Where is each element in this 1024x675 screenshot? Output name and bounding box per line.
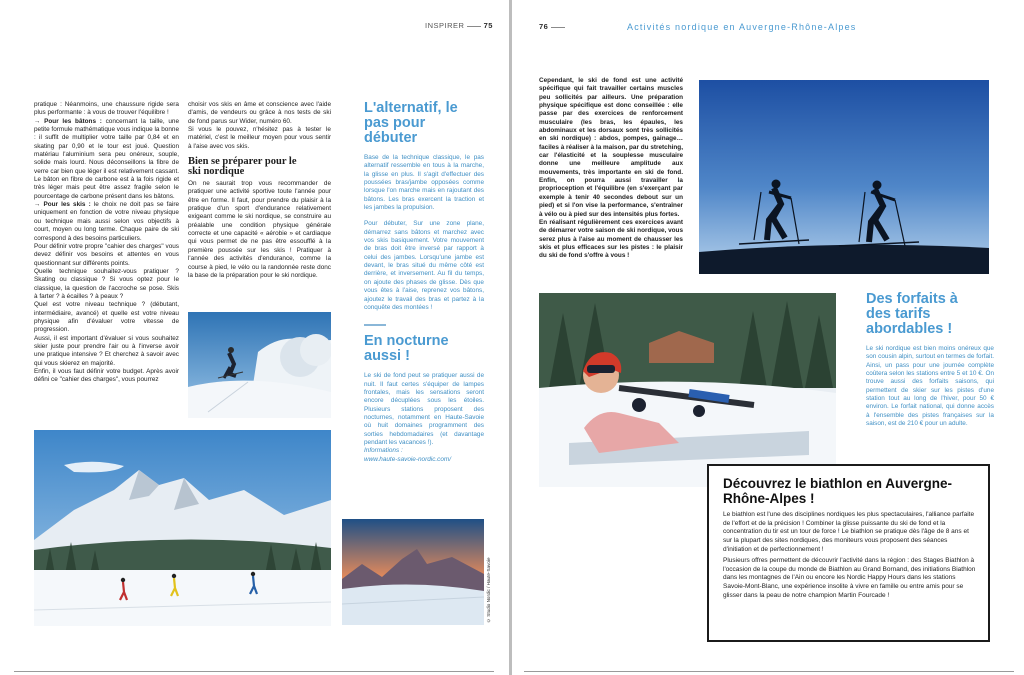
batons-lead: → Pour les bâtons : xyxy=(34,117,102,125)
col1-paragraph: Enfin, il vous faut définir votre budget. Après avoir défini ce "cahier des charges", vous pourrez xyxy=(34,368,179,384)
prep-paragraph: En réalisant régulièrement ces exercices avant de démarrer votre saison de ski nordique, vous serez plus à l'aise au moment de chausser les skis et plus efficaces sur les pistes : le plaisir du ski de fond s'offre à vous ! xyxy=(539,218,683,260)
alternatif-paragraph: Base de la technique classique, le pas alternatif ressemble en tous à la marche, la glisse en plus. Il s'agit d'effectuer des poussées bras/jambe opposées comme lorsque l'on marche mais en rajoutant des bâtons. Les bras exercent la traction et les jambes la propulsion. xyxy=(364,154,484,212)
col1-paragraph-batons xyxy=(34,118,179,201)
section-label: INSPIRER xyxy=(425,21,465,30)
left-page xyxy=(0,0,509,675)
folio-divider xyxy=(467,26,481,27)
forfaits-heading: Des forfaits à des tarifs abordables ! xyxy=(866,291,958,337)
photo-sunset-mountain xyxy=(342,519,484,625)
nocturne-paragraph: Le ski de fond peut se pratiquer aussi de nuit. Il faut certes s'équiper de lampes frontales, mais les sensations seront encore décuplées sous les étoiles. Plusieurs stations proposent des nocturnes, notamment en Haute-Savoie où huit domaines programment des sorties hebdomadaires (et davantage pendant les vacances !). xyxy=(364,372,484,446)
col1-paragraph: pratique : Néanmoins, une chaussure rigide sera plus performante : à vous de trouver l'équilibre ! xyxy=(34,101,179,117)
nocturne-heading: En nocturne aussi ! xyxy=(364,333,449,365)
biathlon-box xyxy=(707,464,990,642)
info-url-link[interactable]: www.haute-savoie-nordic.com/ xyxy=(364,455,452,463)
left-folio xyxy=(425,21,493,30)
alternatif-paragraph: Pour débuter, Sur une zone plane, démarrez sans bâtons et marchez avec vos skis basiquement. Votre mouvement de bras doit être inversé par rapport à celui des jambes. Lorsqu'une jambe est devant, le bras situé du même côté est derrière, et inversement. Au fil du temps, on ajoute des phases de glisse. Dès que vous êtes à l'aise, reprenez vos bâtons, ajoutez le travail des bras et partez à la conquête des montées ! xyxy=(364,220,484,311)
prep-heading: Bien se préparer pour le ski nordique xyxy=(188,156,297,178)
alternatif-heading: L'alternatif, le pas pour débuter xyxy=(364,100,458,146)
batons-text: concernant la taille, une petite formule mathématique vous indique la bonne : il suffit de multiplier votre taille par 0,84 et en skating par 0,90 et le tour est joué. Question matériau l'aluminium sera peu onéreux, souple, solide mais lourd. Nous déconseillons la fibre de verre car bien que léger il est relativement cassant. Le bâton en fibre de carbone est à la fois rigide et très léger mais peut être assez fragile selon le pourcentage de carbone présent dans les bâtons. xyxy=(34,117,180,200)
right-folio xyxy=(539,22,1009,31)
forfaits-paragraph: Le ski nordique est bien moins onéreux que son cousin alpin, surtout en termes de forfait. Ainsi, un pass pour une journée complète coûtera selon les stations entre 5 et 10 €. On trouve aussi des forfaits saisons, qui permettent de skier sur les pistes d'une station tout au long de l'hiver, pour 50 € environ. Le forfait national, qui donne accès à l'ensemble des pistes françaises sur la saison, est de 210 € pour un adulte. xyxy=(866,345,994,428)
right-page xyxy=(512,0,1024,675)
col2-paragraph: Si vous le pouvez, n'hésitez pas à tester le matériel, c'est le meilleur moyen pour vous sentir à l'aise avec vos skis. xyxy=(188,126,331,150)
col1-paragraph: Quelle technique souhaitez-vous pratiquer ? Skating ou classique ? Si vous optez pour le classique, la question de l'accroche se pose. Skis à farter ? à écailles ? à peaux ? xyxy=(34,267,179,300)
col1-paragraph: Pour définir votre propre "cahier des charges" vous devez définir vos besoins et attentes en vous questionnant sur différents points. xyxy=(34,242,179,267)
left-column-3 xyxy=(364,101,484,464)
photo-biathlon-shooter xyxy=(539,293,836,487)
left-bottom-rule xyxy=(14,671,494,672)
photo-skier-forest xyxy=(188,312,331,418)
skis-lead: → Pour les skis : xyxy=(34,201,91,209)
prep-column xyxy=(539,77,683,261)
forfaits-section xyxy=(866,292,996,428)
photo-credit: © Studio Nordic / Haute-Savoie xyxy=(486,557,491,623)
left-page-number: 75 xyxy=(483,21,493,30)
folio-divider xyxy=(551,27,565,28)
left-column-1 xyxy=(34,101,179,385)
col1-paragraph: Quel est votre niveau technique ? (débutant, intermédiaire, avancé) et quelle est votre niveau physique afin d'évaluer votre vitesse de progression. xyxy=(34,301,179,334)
biathlon-title: Découvrez le biathlon en Auvergne-Rhône-Alpes ! xyxy=(723,476,953,506)
col1-paragraph: Aussi, il est important d'évaluer si vous souhaitez skier juste pour prendre l'air ou à l'inverse avoir une pratique intensive ? Et cherchez à savoir avec qui vous skierez en majorité. xyxy=(34,334,179,367)
biathlon-paragraph: Plusieurs offres permettent de découvrir l'activité dans la région : des Stages Biathlon à l'occasion de la coupe du monde de Biathlon au Grand Bornand, des initiations Biathlon dans les montagnes de l'Ain ou encore les Nordic Happy Hours dans les stations Savoie-Mont-Blanc, une expérience insolite à vivre en famille ou entre amis pour se glisser dans la peau de notre champion Martin Fourcade ! xyxy=(723,557,976,599)
biathlon-paragraph: Le biathlon est l'une des disciplines nordiques les plus spectaculaires, l'alliance parfaite de l'effort et de la précision ! Combiner la glisse puissante du ski de fond et la concentration du tir est un tour de force ! Le biathlon se pratique dès l'âge de 8 ans et sur la plupart des sites nordiques, des moniteurs vous proposent des séances d'initiation et de perfectionnement ! xyxy=(723,511,975,553)
col2-paragraph: On ne saurait trop vous recommander de pratiquer une activité sportive toute l'année pour être en forme. Il faut, pour prendre du plaisir à la pratique d'un sport d'endurance relativement exigeant comme le ski nordique, se construire au préalable une condition physique générale correcte et une capacité « aérobie » et cardiaque qui vous permet de ne pas être essoufflé à la première poussée sur les skis ! Pratiquer à l'année des activités d'endurance, comme la course à pied, le vélo ou la randonnée reste donc la base de la préparation pour le ski nordique. xyxy=(188,180,331,279)
info-label: Informations : xyxy=(364,447,403,455)
col1-paragraph-skis xyxy=(34,201,179,243)
col2-paragraph: choisir vos skis en âme et conscience avec l'aide d'amis, de vendeurs ou grâce à nos tests de ski de fond parus sur Wider, numéro 60. xyxy=(188,101,331,125)
running-title: Activités nordique en Auvergne-Rhône-Alpes xyxy=(627,22,857,32)
skis-text: le choix ne doit pas se faire uniquement en fonction de votre niveau physique ou technique mais aussi selon vos objectifs à court, moyen ou long terme. Chaque paire de ski correspond à des besoins particuliers. xyxy=(34,201,180,242)
section-separator xyxy=(364,324,386,326)
right-page-number: 76 xyxy=(539,22,549,31)
right-bottom-rule xyxy=(524,671,1014,672)
left-column-2 xyxy=(188,101,331,280)
nocturne-info xyxy=(364,447,484,464)
prep-paragraph: Cependant, le ski de fond est une activité spécifique qui fait travailler certains muscles peu sollicités par ailleurs. Une préparation physique spécifique est donc conseillée : elle passe par des exercices de renforcement musculaire (les bras, les épaules, les abdominaux et les dorsaux sont très sollicités en ski nordique) : abdos, pompes, gainage… faciles à réaliser à la maison, par du stretching, car l'élasticité et la souplesse musculaire donne une meilleure amplitude aux mouvements, très importante en ski de fond. Enfin, on pourra aussi travailler la proprioception et l'équilibre (en s'exerçant par exemple à tenir 40 secondes debout sur un pied) et si l'on vise la performance, s'entraîner à vélo ou à pied sur des intensités plus fortes. xyxy=(539,77,683,218)
photo-mountain-skiers xyxy=(34,430,331,626)
photo-silhouette-skiers xyxy=(699,80,989,274)
